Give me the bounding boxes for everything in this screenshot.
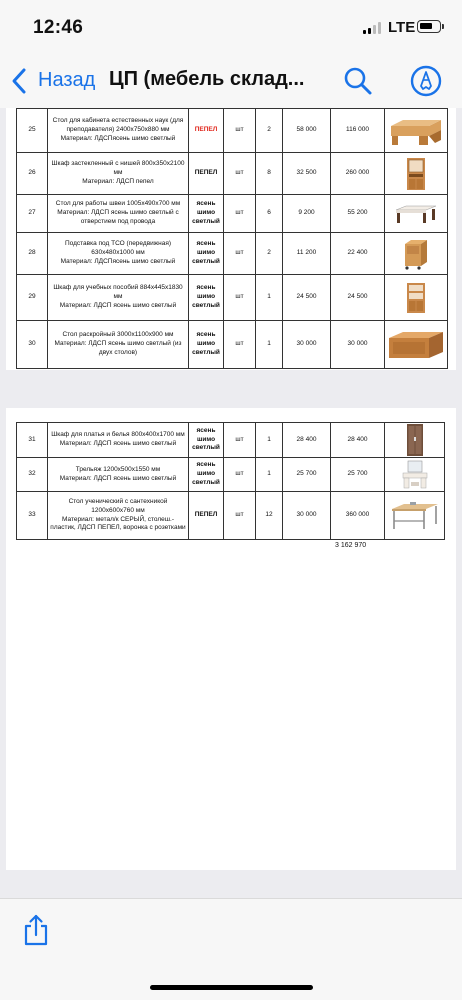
table-row	[17, 492, 445, 540]
row-number: 31	[17, 423, 48, 458]
item-price: 28 400	[283, 423, 331, 458]
row-number: 27	[17, 195, 48, 233]
table-row	[17, 458, 445, 492]
back-button[interactable]: Назад	[38, 69, 96, 91]
item-description: Шкаф застекленный с нишей 800х350х2100 мм Материал: ЛДСП пепел	[48, 153, 189, 195]
item-price: 9 200	[283, 195, 331, 233]
back-chevron-icon[interactable]	[10, 67, 28, 100]
item-sum: 30 000	[331, 321, 385, 369]
item-quantity: 1	[256, 423, 283, 458]
item-unit: шт	[224, 321, 256, 369]
item-description: Шкаф для платья и белья 800х400х1700 мм Материал: ЛДСП ясень шимо светлый	[48, 423, 189, 458]
home-indicator[interactable]	[150, 985, 313, 990]
item-quantity: 8	[256, 153, 283, 195]
item-price: 30 000	[283, 321, 331, 369]
item-sum: 360 000	[331, 492, 385, 540]
row-number: 33	[17, 492, 48, 540]
item-price: 30 000	[283, 492, 331, 540]
item-sum: 28 400	[331, 423, 385, 458]
wardrobe-icon	[387, 423, 442, 457]
item-image	[385, 153, 448, 195]
grand-total: 3 162 970	[335, 542, 367, 549]
item-unit: шт	[224, 195, 256, 233]
row-number: 30	[17, 321, 48, 369]
item-price: 58 000	[283, 109, 331, 153]
item-image	[385, 109, 448, 153]
table-row	[17, 275, 448, 321]
item-unit: шт	[224, 492, 256, 540]
item-image	[385, 423, 445, 458]
teacher-desk-icon	[387, 116, 445, 146]
item-unit: шт	[224, 275, 256, 321]
mobile-stand-icon	[387, 238, 445, 270]
navigation-bar	[0, 56, 462, 108]
sewing-table-icon	[387, 204, 445, 224]
network-type: LTE	[388, 19, 416, 36]
item-price: 32 500	[283, 153, 331, 195]
item-color: ПЕПЕЛ	[189, 153, 224, 195]
item-unit: шт	[224, 109, 256, 153]
item-quantity: 2	[256, 233, 283, 275]
item-description: Стол раскройный 3000х1100х900 мм Материал: ЛДСП ясень шимо светлый (из двух столов)	[48, 321, 189, 369]
document-page-2	[6, 408, 456, 870]
item-color: ясень шимо светлый	[189, 195, 224, 233]
battery-icon	[417, 20, 441, 33]
glass-cabinet-icon	[387, 157, 445, 191]
row-number: 28	[17, 233, 48, 275]
table-row	[17, 423, 445, 458]
item-color: ясень шимо светлый	[189, 233, 224, 275]
status-bar	[0, 0, 462, 56]
document-title: ЦП (мебель склад...	[109, 68, 305, 90]
item-price: 11 200	[283, 233, 331, 275]
item-color: ясень шимо светлый	[189, 458, 224, 492]
item-description: Стол для работы швеи 1005х490х700 мм Материал: ЛДСП ясень шимо светлый с отверстием под провода	[48, 195, 189, 233]
table-row	[17, 233, 448, 275]
row-number: 32	[17, 458, 48, 492]
cutting-table-icon	[387, 328, 445, 362]
item-unit: шт	[224, 153, 256, 195]
item-quantity: 12	[256, 492, 283, 540]
item-sum: 25 700	[331, 458, 385, 492]
document-page-1	[6, 108, 456, 370]
furniture-table-page-1	[16, 108, 448, 369]
table-row	[17, 195, 448, 233]
item-description: Стол для кабинета естественных наук (для преподавателя) 2400х750х880 мм Материал: ЛДСПясень шимо светлый	[48, 109, 189, 153]
item-sum: 24 500	[331, 275, 385, 321]
item-image	[385, 492, 445, 540]
share-icon[interactable]	[22, 913, 50, 952]
row-number: 29	[17, 275, 48, 321]
table-row	[17, 109, 448, 153]
cellular-signal-icon	[363, 22, 381, 34]
item-description: Шкаф для учебных пособий 884х445х1830 мм Материал: ЛДСП ясень шимо светлый	[48, 275, 189, 321]
bottom-toolbar	[0, 898, 462, 1000]
search-icon[interactable]	[343, 66, 373, 101]
item-price: 24 500	[283, 275, 331, 321]
row-number: 26	[17, 153, 48, 195]
item-sum: 22 400	[331, 233, 385, 275]
item-quantity: 1	[256, 321, 283, 369]
row-number: 25	[17, 109, 48, 153]
item-image	[385, 458, 445, 492]
item-image	[385, 275, 448, 321]
item-image	[385, 195, 448, 233]
item-sum: 116 000	[331, 109, 385, 153]
item-unit: шт	[224, 233, 256, 275]
item-quantity: 2	[256, 109, 283, 153]
bookcase-icon	[387, 282, 445, 314]
item-color: ясень шимо светлый	[189, 423, 224, 458]
item-unit: шт	[224, 458, 256, 492]
item-description: Стол ученический с сантехникой 1200х600х760 мм Материал: метал/к СЕРЫЙ, столеш.-пластик, ЛДСП ПЕПЕЛ, воронка с розетками	[48, 492, 189, 540]
table-row	[17, 153, 448, 195]
item-price: 25 700	[283, 458, 331, 492]
item-description: Трельяж 1200х500х1550 мм Материал: ЛДСП ясень шимо светлый	[48, 458, 189, 492]
markup-pen-icon[interactable]	[410, 65, 442, 102]
item-image	[385, 321, 448, 369]
item-color: ясень шимо светлый	[189, 275, 224, 321]
table-row	[17, 321, 448, 369]
item-color: ПЕПЕЛ	[189, 492, 224, 540]
item-unit: шт	[224, 423, 256, 458]
furniture-table-page-2	[16, 422, 445, 540]
item-color: ПЕПЕЛ	[189, 109, 224, 153]
item-image	[385, 233, 448, 275]
student-lab-desk-icon	[387, 501, 442, 531]
item-sum: 55 200	[331, 195, 385, 233]
item-quantity: 6	[256, 195, 283, 233]
status-time: 12:46	[33, 17, 84, 38]
item-color: ясень шимо светлый	[189, 321, 224, 369]
item-quantity: 1	[256, 458, 283, 492]
item-sum: 260 000	[331, 153, 385, 195]
item-description: Подставка под ТСО (передвижная) 630х480х1000 мм Материал: ЛДСПясень шимо светлый	[48, 233, 189, 275]
item-quantity: 1	[256, 275, 283, 321]
page-gap	[6, 370, 456, 408]
dressing-table-icon	[387, 460, 442, 490]
